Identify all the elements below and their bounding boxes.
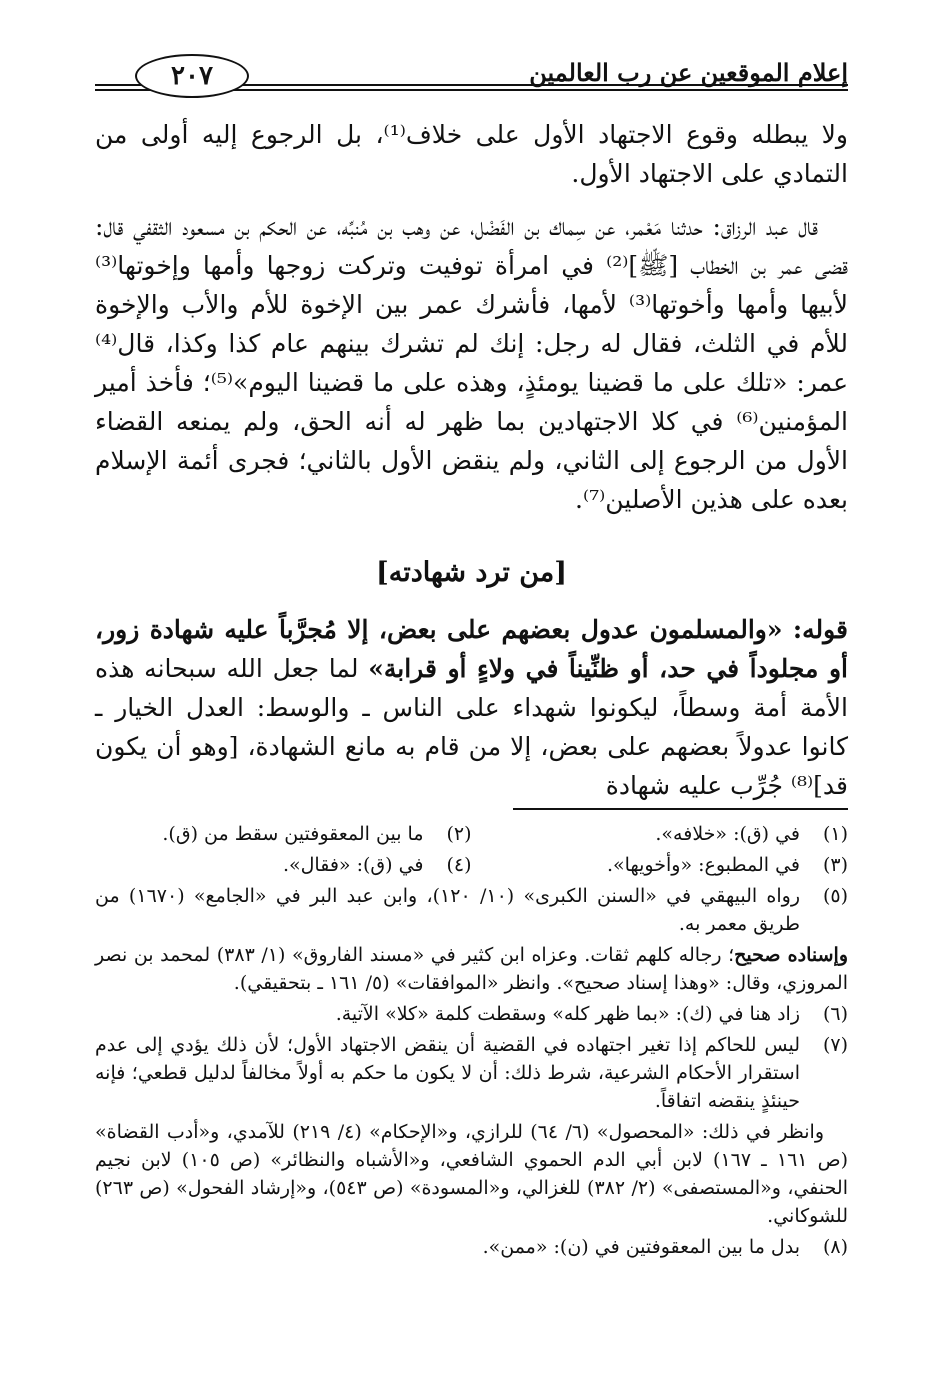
footnote-number: (٦) xyxy=(822,1003,848,1025)
footnote-text: رواه البيهقي في «السنن الكبرى» (١٠/ ١٢٠)، وابن عبد البر في «الجامع» (١٦٧٠) من طريق معمر به. xyxy=(95,885,801,935)
footnote-8 xyxy=(95,1233,848,1261)
footnotes xyxy=(95,820,848,1264)
footnote-7 xyxy=(95,1031,848,1115)
footnote-text: ما بين المعقوفتين سقط من (ق). xyxy=(162,823,424,845)
footnote-number: (٣) xyxy=(822,854,848,876)
footnote-1 xyxy=(472,820,849,848)
running-title: إعلام الموقعين عن رب العالمين xyxy=(529,58,848,87)
footnote-row-3-4 xyxy=(95,851,848,879)
paragraph-3-text: لما جعل الله سبحانه هذه الأمة أمة وسطاً، ليكونوا شهداء على الناس ـ والوسط: العدل الخيار ـ كانوا عدولاً بعضهم على بعض، إلا من قام به مانع الشهادة، [وهو أن يكون قد]⁽⁸⁾ جُرِّب عليه شهادة xyxy=(95,654,848,800)
footnote-number: (١) xyxy=(822,823,848,845)
page-number: ٢٠٧ xyxy=(135,54,249,98)
footnote-3 xyxy=(472,851,849,879)
footnote-text: في المطبوع: «وأخويها». xyxy=(606,854,800,876)
footnote-text: بدل ما بين المعقوفتين في (ن): «ممن». xyxy=(482,1236,800,1258)
footnote-number: (٧) xyxy=(822,1034,848,1056)
footnote-number: (٥) xyxy=(822,885,848,907)
footnote-number: (٨) xyxy=(822,1236,848,1258)
main-text xyxy=(95,115,848,819)
paragraph-1: ولا يبطله وقوع الاجتهاد الأول على خلاف⁽¹⁾، بل الرجوع إليه أولى من التمادي على الاجتهاد الأول. xyxy=(95,120,848,188)
footnote-text: في (ق): «خلافه». xyxy=(655,823,800,845)
footnote-emphasis: وإسناده صحيح xyxy=(734,944,848,966)
footnote-7-continuation: وانظر في ذلك: «المحصول» (٦/ ٦٤) للرازي، و«الإحكام» (٤/ ٢١٩) للآمدي، و«أدب القضاة» (ص ١٦١ ـ ١٦٧) لابن أبي الدم الحموي الشافعي، و«الأشباه والنظائر» (ص ١٠٥) لابن نجيم الحنفي، و«المستصفى» (٢/ ٣٨٢) للغزالي، و«المسودة» (ص ٥٤٣)، و«إرشاد الفحول» (ص ٢٦٣) للشوكاني. xyxy=(95,1121,848,1227)
footnote-text: في (ق): «فقال». xyxy=(282,854,424,876)
quoted-saying: قوله: «والمسلمون عدول بعضهم على بعض، إلا مُجرَّباً عليه شهادة زور، أو مجلوداً في حد، أو ظنِّيناً في ولاءٍ أو قرابة» xyxy=(95,615,848,683)
footnote-4 xyxy=(95,851,472,879)
footnote-5-continuation xyxy=(95,941,848,997)
footnote-5 xyxy=(95,882,848,938)
paragraph-2: قال عبد الرزاق: حدثنا مَعْمر، عن سِماك بن الفَضْل، عن وهب بن مُنبِّه، عن الحكم بن مسعود الثقفي قال: قضى عمر بن الخطاب [ﷺ]⁽²⁾ في امرأة توفيت وتركت زوجها وأمها وإخوتها⁽³⁾ لأبيها وأمها وأخوتها⁽³⁾ لأمها، فأشرك عمر بين الإخوة للأم والأب والإخوة للأم في الثلث، فقال له رجل: إنك لم تشرك بينهم عام كذا وكذا، قال⁽⁴⁾ عمر: «تلك على ما قضينا يومئذٍ، وهذه على ما قضينا اليوم»⁽⁵⁾؛ فأخذ أمير المؤمنين⁽⁶⁾ في كلا الاجتهادين بما ظهر له أنه الحق، ولم يمنعه القضاء الأول من الرجوع إلى الثاني، ولم ينقض الأول بالثاني؛ فجرى أئمة الإسلام بعده على هذين الأصلين⁽⁷⁾. xyxy=(95,212,849,514)
paragraph-3 xyxy=(95,610,848,805)
footnote-text: ؛ رجاله كلهم ثقات. وعزاه ابن كثير في «مسند الفاروق» (١/ ٣٨٣) لمحمد بن نصر المروزي، وقال: «وهذا إسناد صحيح». وانظر «الموافقات» (٥/ ١٦١ ـ بتحقيقي). xyxy=(95,944,848,994)
footnote-number: (٢) xyxy=(446,823,472,845)
footnote-row-1-2 xyxy=(95,820,848,848)
page-header xyxy=(95,48,848,96)
footnote-separator xyxy=(513,808,848,810)
footnote-number: (٤) xyxy=(446,854,472,876)
section-heading: [من ترد شهادته] xyxy=(375,557,568,588)
footnote-text: زاد هنا في (ك): «بما ظهر كله» وسقطت كلمة «كلا» الآتية. xyxy=(335,1003,800,1025)
footnote-text: ليس للحاكم إذا تغير اجتهاده في القضية أن ينقض الاجتهاد الأول؛ لأن ذلك يؤدي إلى عدم استقرار الأحكام الشرعية، شرط ذلك: أن لا يكون ما حكم به أولاً مخالفاً لدليل قطعي؛ فإنه حينئذٍ ينقضه اتفاقاً. xyxy=(95,1034,800,1112)
footnote-6 xyxy=(95,1000,848,1028)
footnote-2 xyxy=(95,820,472,848)
